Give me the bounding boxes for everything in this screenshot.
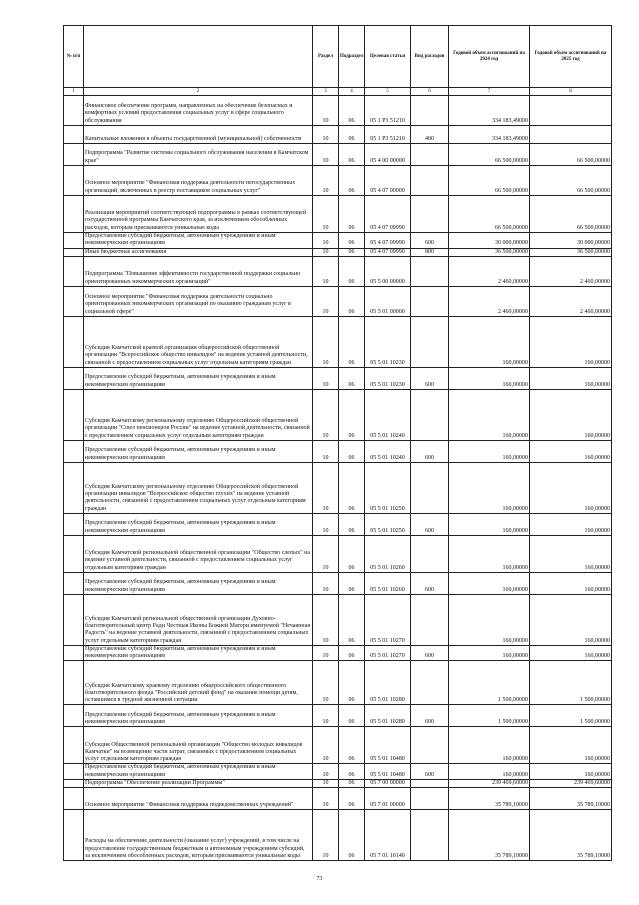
row-razdel-cell: 10 xyxy=(313,462,339,513)
row-razdel-cell: 10 xyxy=(313,256,339,286)
row-number-cell xyxy=(64,705,84,727)
row-vr-cell: 600 xyxy=(411,705,449,727)
row-2024-cell: 334 183,49000 xyxy=(449,126,530,144)
row-2025-cell: 160,00000 xyxy=(530,367,612,389)
row-2025-cell: 239 469,60000 xyxy=(530,780,612,788)
page-number: 73 xyxy=(316,876,323,882)
row-2025-cell: 30 000,00000 xyxy=(530,233,612,249)
row-2024-cell: 160,00000 xyxy=(449,572,530,594)
row-name-cell: Предоставление субсидий бюджетным, автономным учреждениям и иным некоммерческим организациям xyxy=(84,513,313,535)
row-podrazdel-cell: 06 xyxy=(339,513,365,535)
table-row xyxy=(64,126,612,144)
column-number: 4 xyxy=(339,88,365,96)
col-header-vr: Вид расходов xyxy=(411,26,449,88)
row-2024-cell: 30 000,00000 xyxy=(449,233,530,249)
row-csr-cell: 05 5 01 10250 xyxy=(365,513,411,535)
row-razdel-cell: 10 xyxy=(313,96,339,126)
column-number: 8 xyxy=(530,88,612,96)
table-row xyxy=(64,256,612,286)
row-razdel-cell: 10 xyxy=(313,367,339,389)
table-row xyxy=(64,233,612,249)
row-number-cell xyxy=(64,594,84,645)
row-name-cell: Финансовое обеспечение программ, направленных на обеспечение безопасных и комфортных условий предоставления социальных услуг в сфере социального обслуживания xyxy=(84,96,313,126)
row-number-cell xyxy=(64,572,84,594)
row-csr-cell: 05 5 01 10230 xyxy=(365,367,411,389)
row-razdel-cell: 10 xyxy=(313,166,339,196)
table-row xyxy=(64,572,612,594)
row-name-cell: Основное мероприятие "Финансовая поддержка деятельности негосударственных организаций, включенных в реестр поставщиков социальных услуг" xyxy=(84,166,313,196)
row-name-cell: Иные бюджетные ассигнования xyxy=(84,248,313,256)
column-number: 1 xyxy=(64,88,84,96)
row-csr-cell: 05 1 Р3 51210 xyxy=(365,96,411,126)
row-number-cell xyxy=(64,389,84,440)
row-2025-cell xyxy=(530,126,612,144)
row-2025-cell: 160,00000 xyxy=(530,316,612,367)
row-podrazdel-cell: 06 xyxy=(339,316,365,367)
row-number-cell xyxy=(64,764,84,780)
table-row xyxy=(64,788,612,810)
row-razdel-cell: 10 xyxy=(313,764,339,780)
row-vr-cell xyxy=(411,144,449,166)
row-name-cell: Реализация мероприятий соответствующей подпрограммы в рамках соответствующей государственной программы Камчатского края, за исключением обособленных расходов, которым присваиваются уникальные коды xyxy=(84,196,313,233)
row-razdel-cell: 10 xyxy=(313,594,339,645)
row-podrazdel-cell: 06 xyxy=(339,367,365,389)
row-vr-cell xyxy=(411,810,449,861)
row-number-cell xyxy=(64,144,84,166)
row-name-cell: Предоставление субсидий бюджетным, автономным учреждениям и иным некоммерческим организациям xyxy=(84,440,313,462)
row-2025-cell: 160,00000 xyxy=(530,513,612,535)
row-podrazdel-cell: 06 xyxy=(339,256,365,286)
row-podrazdel-cell: 06 xyxy=(339,96,365,126)
row-csr-cell: 05 4 07 00000 xyxy=(365,166,411,196)
row-vr-cell: 600 xyxy=(411,440,449,462)
table-row xyxy=(64,462,612,513)
row-vr-cell xyxy=(411,389,449,440)
row-number-cell xyxy=(64,513,84,535)
row-csr-cell: 05 4 07 09990 xyxy=(365,196,411,233)
row-razdel-cell: 10 xyxy=(313,248,339,256)
row-number-cell xyxy=(64,316,84,367)
row-csr-cell: 05 5 01 00000 xyxy=(365,286,411,316)
col-header-2024: Годовой объем ассигнований на 2024 год xyxy=(449,26,530,88)
table-row xyxy=(64,594,612,645)
row-name-cell: Субсидия Камчатскому региональному отделению Общероссийской общественной организации инвалидов "Всероссийское общество глухих" на ведение уставной деятельности, связанной с предоставлением социальных услуг отдельным категориям граждан xyxy=(84,462,313,513)
row-podrazdel-cell: 06 xyxy=(339,727,365,764)
row-vr-cell: 600 xyxy=(411,233,449,249)
row-number-cell xyxy=(64,462,84,513)
row-podrazdel-cell: 06 xyxy=(339,462,365,513)
table-row xyxy=(64,513,612,535)
row-razdel-cell: 10 xyxy=(313,389,339,440)
row-2025-cell: 160,00000 xyxy=(530,594,612,645)
table-row xyxy=(64,166,612,196)
row-vr-cell xyxy=(411,535,449,572)
row-2025-cell: 66 500,00000 xyxy=(530,166,612,196)
row-2025-cell: 2 460,00000 xyxy=(530,256,612,286)
table-body xyxy=(64,96,612,861)
row-2025-cell: 36 500,00000 xyxy=(530,248,612,256)
row-name-cell: Расходы на обеспечение деятельности (оказание услуг) учреждений, в том числе на предоставление государственным бюджетным и автономным учреждениям субсидий, за исключением обособленных расходов, которым присваиваются уникальные коды xyxy=(84,810,313,861)
row-vr-cell xyxy=(411,166,449,196)
row-vr-cell: 600 xyxy=(411,764,449,780)
row-2025-cell: 160,00000 xyxy=(530,764,612,780)
table-row xyxy=(64,286,612,316)
row-name-cell: Предоставление субсидий бюджетным, автономным учреждениям и иным некоммерческим организациям xyxy=(84,705,313,727)
row-2024-cell: 1 500,00000 xyxy=(449,661,530,705)
row-csr-cell: 05 5 01 10260 xyxy=(365,535,411,572)
row-2025-cell: 160,00000 xyxy=(530,535,612,572)
row-2025-cell: 66 500,00000 xyxy=(530,196,612,233)
col-header-2025: Годовой объем ассигнований на 2025 год xyxy=(530,26,612,88)
row-razdel-cell: 10 xyxy=(313,727,339,764)
row-2025-cell: 66 500,00000 xyxy=(530,144,612,166)
row-csr-cell: 05 7 00 00000 xyxy=(365,780,411,788)
row-number-cell xyxy=(64,780,84,788)
table-row xyxy=(64,645,612,661)
row-podrazdel-cell: 06 xyxy=(339,810,365,861)
row-2024-cell: 2 460,00000 xyxy=(449,286,530,316)
row-vr-cell: 600 xyxy=(411,572,449,594)
row-number-cell xyxy=(64,286,84,316)
header-row xyxy=(64,26,612,88)
row-name-cell: Субсидия Камчатской региональной общественной организации "Общество слепых" на ведение уставной деятельности, связанной с предоставлением социальных услуг отдельным категориям граждан xyxy=(84,535,313,572)
table-row xyxy=(64,727,612,764)
col-header-razdel: Раздел xyxy=(313,26,339,88)
row-podrazdel-cell: 06 xyxy=(339,196,365,233)
table-row xyxy=(64,144,612,166)
row-name-cell: Предоставление субсидий бюджетным, автономным учреждениям и иным некоммерческим организациям xyxy=(84,572,313,594)
row-number-cell xyxy=(64,440,84,462)
table-row xyxy=(64,810,612,861)
row-vr-cell xyxy=(411,594,449,645)
row-csr-cell: 05 5 01 10230 xyxy=(365,316,411,367)
row-csr-cell: 05 7 01 10140 xyxy=(365,810,411,861)
row-2024-cell: 160,00000 xyxy=(449,367,530,389)
row-2024-cell: 2 460,00000 xyxy=(449,256,530,286)
row-number-cell xyxy=(64,661,84,705)
row-2024-cell: 160,00000 xyxy=(449,727,530,764)
row-name-cell: Субсидия Камчатской региональной общественной организации Духовно-благотворительный центр Ради Честныя Иконы Божией Матери именуемой "Нечаянная Радость" на ведение уставной деятельности, связанной с предоставлением социальных услуг отдельным категориям граждан xyxy=(84,594,313,645)
row-podrazdel-cell: 06 xyxy=(339,126,365,144)
row-2024-cell: 35 789,10000 xyxy=(449,788,530,810)
row-name-cell: Субсидия Камчатскому региональному отделению Общероссийской общественной организации "Союз пенсионеров России" на ведение уставной деятельности, связанной с предоставлением социальных услуг отдельным категориям граждан xyxy=(84,389,313,440)
row-number-cell xyxy=(64,727,84,764)
row-csr-cell: 05 5 01 10480 xyxy=(365,764,411,780)
row-podrazdel-cell: 06 xyxy=(339,661,365,705)
row-csr-cell: 05 5 01 10240 xyxy=(365,440,411,462)
row-2025-cell: 160,00000 xyxy=(530,645,612,661)
row-podrazdel-cell: 06 xyxy=(339,166,365,196)
table-row xyxy=(64,367,612,389)
row-2024-cell: 239 469,60000 xyxy=(449,780,530,788)
row-razdel-cell: 10 xyxy=(313,233,339,249)
row-csr-cell: 05 5 01 10280 xyxy=(365,705,411,727)
row-csr-cell: 05 5 01 10270 xyxy=(365,645,411,661)
row-number-cell xyxy=(64,810,84,861)
row-2025-cell: 2 460,00000 xyxy=(530,286,612,316)
column-number: 5 xyxy=(365,88,411,96)
row-number-cell xyxy=(64,535,84,572)
row-name-cell: Капитальные вложения в объекты государственной (муниципальной) собственности xyxy=(84,126,313,144)
row-number-cell xyxy=(64,248,84,256)
row-vr-cell xyxy=(411,788,449,810)
col-header-name xyxy=(84,26,313,88)
row-razdel-cell: 10 xyxy=(313,316,339,367)
row-csr-cell: 05 5 01 10260 xyxy=(365,572,411,594)
row-2025-cell: 160,00000 xyxy=(530,572,612,594)
row-2024-cell: 66 500,00000 xyxy=(449,196,530,233)
row-2025-cell: 1 500,00000 xyxy=(530,661,612,705)
row-number-cell xyxy=(64,645,84,661)
row-razdel-cell: 10 xyxy=(313,780,339,788)
row-podrazdel-cell: 06 xyxy=(339,645,365,661)
row-podrazdel-cell: 06 xyxy=(339,764,365,780)
row-number-cell xyxy=(64,256,84,286)
row-csr-cell: 05 7 01 00000 xyxy=(365,788,411,810)
row-2024-cell: 160,00000 xyxy=(449,645,530,661)
row-podrazdel-cell: 06 xyxy=(339,788,365,810)
row-razdel-cell: 10 xyxy=(313,535,339,572)
row-razdel-cell: 10 xyxy=(313,788,339,810)
column-number: 6 xyxy=(411,88,449,96)
col-header-podrazdel: Подраздел xyxy=(339,26,365,88)
row-csr-cell: 05 5 01 10270 xyxy=(365,594,411,645)
row-csr-cell: 05 1 Р3 51210 xyxy=(365,126,411,144)
row-2024-cell: 160,00000 xyxy=(449,316,530,367)
table-row xyxy=(64,248,612,256)
row-vr-cell xyxy=(411,727,449,764)
row-name-cell: Подпрограмма "Развитие системы социального обслуживания населения в Камчатском крае" xyxy=(84,144,313,166)
row-csr-cell: 05 5 01 10240 xyxy=(365,389,411,440)
row-2025-cell: 35 789,10000 xyxy=(530,788,612,810)
row-razdel-cell: 10 xyxy=(313,810,339,861)
row-vr-cell xyxy=(411,256,449,286)
table-row xyxy=(64,389,612,440)
row-name-cell: Предоставление субсидий бюджетным, автономным учреждениям и иным некоммерческим организациям xyxy=(84,367,313,389)
row-name-cell: Подпрограмма "Обеспечение реализации Программы" xyxy=(84,780,313,788)
row-number-cell xyxy=(64,96,84,126)
row-vr-cell xyxy=(411,661,449,705)
row-name-cell: Предоставление субсидий бюджетным, автономным учреждениям и иным некоммерческим организациям xyxy=(84,764,313,780)
row-csr-cell: 05 5 01 10280 xyxy=(365,661,411,705)
row-podrazdel-cell: 06 xyxy=(339,389,365,440)
row-2025-cell: 160,00000 xyxy=(530,462,612,513)
column-number-row xyxy=(64,88,612,96)
table-row xyxy=(64,661,612,705)
row-razdel-cell: 10 xyxy=(313,705,339,727)
row-razdel-cell: 10 xyxy=(313,572,339,594)
row-number-cell xyxy=(64,788,84,810)
row-number-cell xyxy=(64,233,84,249)
row-number-cell xyxy=(64,367,84,389)
row-name-cell: Подпрограмма "Повышение эффективности государственной поддержки социально ориентированных некоммерческих организаций" xyxy=(84,256,313,286)
row-vr-cell: 600 xyxy=(411,367,449,389)
row-name-cell: Субсидия Общественной региональной организации "Общество молодых инвалидов Камчатки" на возмещение части затрат, связанных с предоставлением социальных услуг отдельным категориям граждан xyxy=(84,727,313,764)
row-2024-cell: 160,00000 xyxy=(449,594,530,645)
row-csr-cell: 05 5 00 00000 xyxy=(365,256,411,286)
row-number-cell xyxy=(64,196,84,233)
row-csr-cell: 05 4 00 00000 xyxy=(365,144,411,166)
row-2024-cell: 66 500,00000 xyxy=(449,144,530,166)
row-razdel-cell: 10 xyxy=(313,440,339,462)
row-name-cell: Субсидия Камчатской краевой организации общероссийской общественной организации "Всероссийское общество инвалидов" на ведение уставной деятельности, связанной с предоставлением социальных услуг отдельным категориям граждан xyxy=(84,316,313,367)
row-razdel-cell: 10 xyxy=(313,513,339,535)
row-2025-cell: 160,00000 xyxy=(530,389,612,440)
row-csr-cell: 05 5 01 10480 xyxy=(365,727,411,764)
col-header-csr: Целевая статья xyxy=(365,26,411,88)
row-name-cell: Основное мероприятие "Финансовая поддержка деятельности социально ориентированных некоммерческих организаций по оказанию гражданам услуг в социальной сфере" xyxy=(84,286,313,316)
row-podrazdel-cell: 06 xyxy=(339,248,365,256)
row-2025-cell: 1 500,00000 xyxy=(530,705,612,727)
col-header-num: № п/п xyxy=(64,26,84,88)
row-podrazdel-cell: 06 xyxy=(339,144,365,166)
column-number: 3 xyxy=(313,88,339,96)
row-vr-cell xyxy=(411,286,449,316)
row-2024-cell: 160,00000 xyxy=(449,764,530,780)
row-number-cell xyxy=(64,166,84,196)
row-podrazdel-cell: 06 xyxy=(339,572,365,594)
table-row xyxy=(64,96,612,126)
table-row xyxy=(64,196,612,233)
row-2024-cell: 160,00000 xyxy=(449,513,530,535)
row-razdel-cell: 10 xyxy=(313,661,339,705)
budget-table xyxy=(63,25,612,861)
row-csr-cell: 05 4 07 09990 xyxy=(365,233,411,249)
row-vr-cell: 600 xyxy=(411,645,449,661)
row-number-cell xyxy=(64,126,84,144)
row-podrazdel-cell: 06 xyxy=(339,233,365,249)
row-vr-cell xyxy=(411,462,449,513)
row-name-cell: Предоставление субсидий бюджетным, автономным учреждениям и иным некоммерческим организациям xyxy=(84,645,313,661)
row-podrazdel-cell: 06 xyxy=(339,780,365,788)
row-2025-cell: 35 789,10000 xyxy=(530,810,612,861)
row-2024-cell: 160,00000 xyxy=(449,462,530,513)
row-vr-cell xyxy=(411,780,449,788)
row-vr-cell: 400 xyxy=(411,126,449,144)
row-razdel-cell: 10 xyxy=(313,144,339,166)
table-row xyxy=(64,316,612,367)
row-2024-cell: 160,00000 xyxy=(449,535,530,572)
column-number: 2 xyxy=(84,88,313,96)
row-razdel-cell: 10 xyxy=(313,645,339,661)
table-row xyxy=(64,705,612,727)
table-row xyxy=(64,780,612,788)
table-row xyxy=(64,764,612,780)
row-2025-cell xyxy=(530,96,612,126)
row-2025-cell: 160,00000 xyxy=(530,727,612,764)
row-podrazdel-cell: 06 xyxy=(339,440,365,462)
row-2024-cell: 66 500,00000 xyxy=(449,166,530,196)
row-razdel-cell: 10 xyxy=(313,126,339,144)
row-podrazdel-cell: 06 xyxy=(339,286,365,316)
row-vr-cell xyxy=(411,196,449,233)
row-vr-cell: 600 xyxy=(411,513,449,535)
row-2024-cell: 334 183,49000 xyxy=(449,96,530,126)
row-2024-cell: 35 789,10000 xyxy=(449,810,530,861)
row-razdel-cell: 10 xyxy=(313,286,339,316)
row-2025-cell: 160,00000 xyxy=(530,440,612,462)
table-row xyxy=(64,535,612,572)
row-2024-cell: 160,00000 xyxy=(449,440,530,462)
row-name-cell: Предоставление субсидий бюджетным, автономным учреждениям и иным некоммерческим организациям xyxy=(84,233,313,249)
column-number: 7 xyxy=(449,88,530,96)
row-podrazdel-cell: 06 xyxy=(339,535,365,572)
row-2024-cell: 160,00000 xyxy=(449,389,530,440)
row-2024-cell: 1 500,00000 xyxy=(449,705,530,727)
row-vr-cell xyxy=(411,316,449,367)
row-razdel-cell: 10 xyxy=(313,196,339,233)
row-csr-cell: 05 4 07 09990 xyxy=(365,248,411,256)
row-csr-cell: 05 5 01 10250 xyxy=(365,462,411,513)
row-vr-cell xyxy=(411,96,449,126)
row-podrazdel-cell: 06 xyxy=(339,705,365,727)
row-2024-cell: 36 500,00000 xyxy=(449,248,530,256)
row-podrazdel-cell: 06 xyxy=(339,594,365,645)
row-name-cell: Основное мероприятие "Финансовая поддержка подведомственных учреждений" xyxy=(84,788,313,810)
table-row xyxy=(64,440,612,462)
row-vr-cell: 800 xyxy=(411,248,449,256)
row-name-cell: Субсидия Камчатскому краевому отделению общероссийского общественного благотворительного фонда "Российский детский фонд" на оказание помощи детям, оставшимся в трудной жизненной ситуации xyxy=(84,661,313,705)
